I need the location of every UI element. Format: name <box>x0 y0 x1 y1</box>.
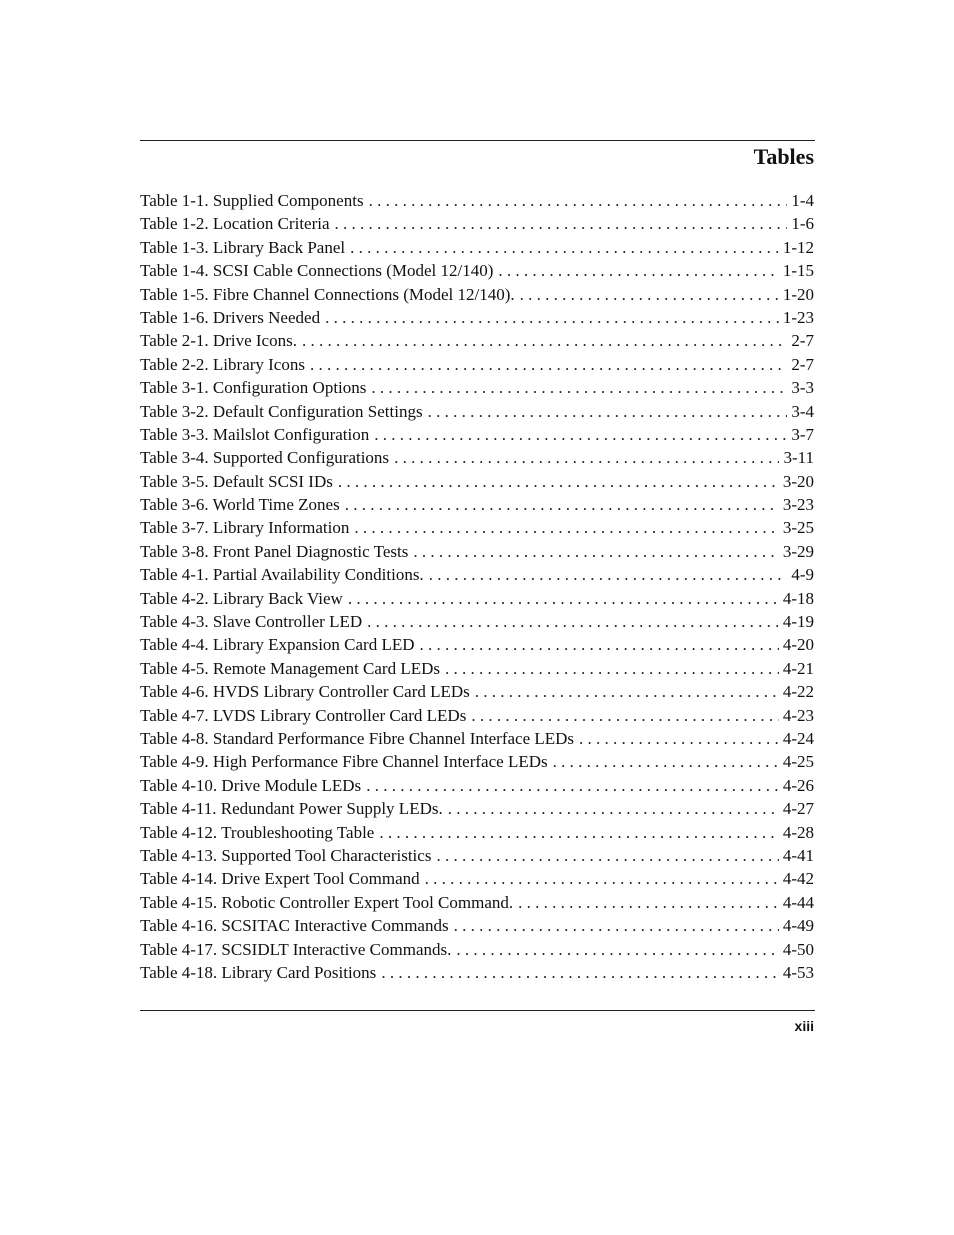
toc-entry-page: 4-25 <box>782 752 814 772</box>
toc-entry-label: Table 1-1. Supplied Components <box>140 191 364 210</box>
toc-entry[interactable] <box>140 610 814 633</box>
toc-entry-label: Table 1-4. SCSI Cable Connections (Model 12/140) <box>140 261 494 281</box>
toc-entry[interactable] <box>140 704 814 727</box>
page-title: Tables <box>753 144 814 169</box>
toc-entry[interactable] <box>140 821 814 844</box>
toc-entry-label: Table 4-11. Redundant Power Supply LEDs. <box>140 799 443 819</box>
dot-leader <box>374 423 787 446</box>
toc-entry-page: 1-20 <box>782 284 814 304</box>
dot-leader <box>354 516 778 539</box>
toc-entry-label: Table 3-1. Configuration Options <box>140 378 367 398</box>
toc-entry[interactable] <box>140 727 814 750</box>
dot-leader <box>456 938 778 961</box>
toc-entry-page: 1-6 <box>791 214 814 234</box>
toc-entry-page: 3-4 <box>791 401 814 421</box>
toc-entry[interactable] <box>140 259 814 282</box>
table-of-tables-list <box>140 189 814 984</box>
toc-entry-page: 4-41 <box>782 845 814 865</box>
toc-entry-label: Table 3-6. World Time Zones <box>140 495 340 515</box>
toc-entry[interactable] <box>140 914 814 937</box>
toc-entry-label: Table 2-1. Drive Icons. <box>140 331 297 351</box>
toc-entry[interactable] <box>140 891 814 914</box>
toc-entry[interactable] <box>140 516 814 539</box>
dot-leader <box>325 306 779 329</box>
dot-leader <box>429 563 788 586</box>
toc-entry-page: 4-9 <box>791 565 814 585</box>
toc-entry[interactable] <box>140 797 814 820</box>
toc-entry[interactable] <box>140 353 814 376</box>
dot-leader <box>553 750 779 773</box>
toc-entry-page: 4-26 <box>782 775 814 795</box>
dot-leader <box>471 704 779 727</box>
toc-entry-page: 4-42 <box>782 869 814 889</box>
toc-entry-label: Table 4-13. Supported Tool Characteristics <box>140 845 432 865</box>
dot-leader <box>475 680 779 703</box>
dot-leader <box>413 540 779 563</box>
dot-leader <box>448 797 779 820</box>
toc-entry-label: Table 4-14. Drive Expert Tool Command <box>140 869 420 889</box>
toc-entry-label: Table 3-8. Front Panel Diagnostic Tests <box>140 541 409 561</box>
dot-leader <box>345 493 779 516</box>
toc-entry-label: Table 1-2. Location Criteria <box>140 214 330 234</box>
toc-entry-page: 4-53 <box>782 962 814 982</box>
toc-entry-label: Table 3-5. Default SCSI IDs <box>140 471 333 491</box>
toc-entry-page: 4-44 <box>782 892 814 912</box>
toc-entry[interactable] <box>140 212 814 235</box>
dot-leader <box>445 657 779 680</box>
toc-entry-label: Table 3-2. Default Configuration Settings <box>140 401 423 421</box>
toc-entry-page: 4-28 <box>782 822 814 842</box>
toc-entry-page: 4-21 <box>782 658 814 678</box>
toc-entry-label: Table 1-5. Fibre Channel Connections (Model 12/140). <box>140 284 515 304</box>
toc-entry-label: Table 4-15. Robotic Controller Expert Tool Command. <box>140 892 514 912</box>
toc-entry-page: 3-25 <box>782 518 814 538</box>
toc-entry-page: 2-7 <box>791 331 814 351</box>
toc-entry-page: 1-12 <box>782 237 814 257</box>
toc-entry[interactable] <box>140 540 814 563</box>
dot-leader <box>348 587 779 610</box>
dot-leader <box>394 446 779 469</box>
toc-entry-label: Table 4-8. Standard Performance Fibre Channel Interface LEDs <box>140 728 575 748</box>
toc-entry-page: 3-11 <box>783 448 814 468</box>
toc-entry-page: 1-15 <box>782 261 814 281</box>
dot-leader <box>420 633 779 656</box>
toc-entry-page: 4-49 <box>782 916 814 936</box>
toc-entry[interactable] <box>140 867 814 890</box>
toc-entry[interactable] <box>140 961 814 984</box>
toc-entry[interactable] <box>140 329 814 352</box>
toc-entry[interactable] <box>140 189 814 212</box>
toc-entry-page: 3-23 <box>782 495 814 515</box>
dot-leader <box>367 610 779 633</box>
toc-entry-label: Table 1-6. Drivers Needed <box>140 307 321 327</box>
dot-leader <box>369 189 788 212</box>
toc-entry[interactable] <box>140 774 814 797</box>
toc-entry-label: Table 2-2. Library Icons <box>140 354 305 374</box>
toc-entry[interactable] <box>140 236 814 259</box>
toc-entry-page: 4-27 <box>782 799 814 819</box>
dot-leader <box>338 470 779 493</box>
page-number: xiii <box>794 1018 814 1034</box>
toc-entry[interactable] <box>140 306 814 329</box>
toc-entry-page: 4-50 <box>782 939 814 959</box>
toc-entry-page: 3-7 <box>791 424 814 444</box>
toc-entry[interactable] <box>140 493 814 516</box>
dot-leader <box>428 400 788 423</box>
toc-entry-page: 4-18 <box>782 588 814 608</box>
toc-entry[interactable] <box>140 844 814 867</box>
dot-leader <box>436 844 778 867</box>
toc-entry-label: Table 4-1. Partial Availability Conditions. <box>140 565 424 585</box>
toc-entry-label: Table 3-4. Supported Configurations <box>140 448 390 468</box>
toc-entry-page: 3-20 <box>782 471 814 491</box>
dot-leader <box>579 727 779 750</box>
footer-rule <box>140 1010 815 1011</box>
dot-leader <box>520 283 779 306</box>
toc-entry-label: Table 4-4. Library Expansion Card LED <box>140 635 415 655</box>
toc-entry[interactable] <box>140 376 814 399</box>
toc-entry[interactable] <box>140 400 814 423</box>
toc-entry-label: Table 4-16. SCSITAC Interactive Commands <box>140 916 449 936</box>
toc-entry-page: 4-22 <box>782 682 814 702</box>
toc-entry-page: 2-7 <box>791 354 814 374</box>
header-rule <box>140 140 815 141</box>
dot-leader <box>371 376 787 399</box>
toc-entry-label: Table 4-9. High Performance Fibre Channel Interface LEDs <box>140 752 548 772</box>
toc-entry-page: 1-4 <box>791 191 814 210</box>
toc-entry-label: Table 4-7. LVDS Library Controller Card LEDs <box>140 705 467 725</box>
toc-entry-label: Table 3-7. Library Information <box>140 518 350 538</box>
toc-entry-label: Table 1-3. Library Back Panel <box>140 237 346 257</box>
toc-entry-page: 3-3 <box>791 378 814 398</box>
dot-leader <box>366 774 779 797</box>
toc-entry[interactable] <box>140 750 814 773</box>
toc-entry[interactable] <box>140 446 814 469</box>
toc-entry[interactable] <box>140 563 814 586</box>
toc-entry-label: Table 4-18. Library Card Positions <box>140 962 377 982</box>
toc-entry-label: Table 4-12. Troubleshooting Table <box>140 822 375 842</box>
dot-leader <box>381 961 779 984</box>
dot-leader <box>350 236 779 259</box>
dot-leader <box>498 259 778 282</box>
dot-leader <box>379 821 778 844</box>
dot-leader <box>335 212 788 235</box>
dot-leader <box>302 329 787 352</box>
toc-entry-page: 1-23 <box>782 307 814 327</box>
toc-entry-page: 4-24 <box>782 728 814 748</box>
toc-entry[interactable] <box>140 657 814 680</box>
toc-entry[interactable] <box>140 680 814 703</box>
toc-entry[interactable] <box>140 633 814 656</box>
dot-leader <box>425 867 779 890</box>
toc-entry-label: Table 4-3. Slave Controller LED <box>140 612 363 632</box>
toc-entry-label: Table 4-10. Drive Module LEDs <box>140 775 362 795</box>
dot-leader <box>310 353 787 376</box>
toc-entry[interactable] <box>140 423 814 446</box>
dot-leader <box>454 914 779 937</box>
toc-entry-page: 4-20 <box>782 635 814 655</box>
toc-entry-label: Table 4-5. Remote Management Card LEDs <box>140 658 440 678</box>
toc-entry-page: 4-19 <box>782 612 814 632</box>
toc-entry[interactable] <box>140 938 814 961</box>
toc-entry[interactable] <box>140 587 814 610</box>
toc-entry-label: Table 4-6. HVDS Library Controller Card LEDs <box>140 682 470 702</box>
toc-entry-page: 3-29 <box>782 541 814 561</box>
toc-entry-label: Table 4-17. SCSIDLT Interactive Commands. <box>140 939 452 959</box>
toc-entry-label: Table 4-2. Library Back View <box>140 588 343 608</box>
toc-entry-page: 4-23 <box>782 705 814 725</box>
dot-leader <box>518 891 779 914</box>
toc-entry-label: Table 3-3. Mailslot Configuration <box>140 424 370 444</box>
toc-entry[interactable] <box>140 283 814 306</box>
toc-entry[interactable] <box>140 470 814 493</box>
